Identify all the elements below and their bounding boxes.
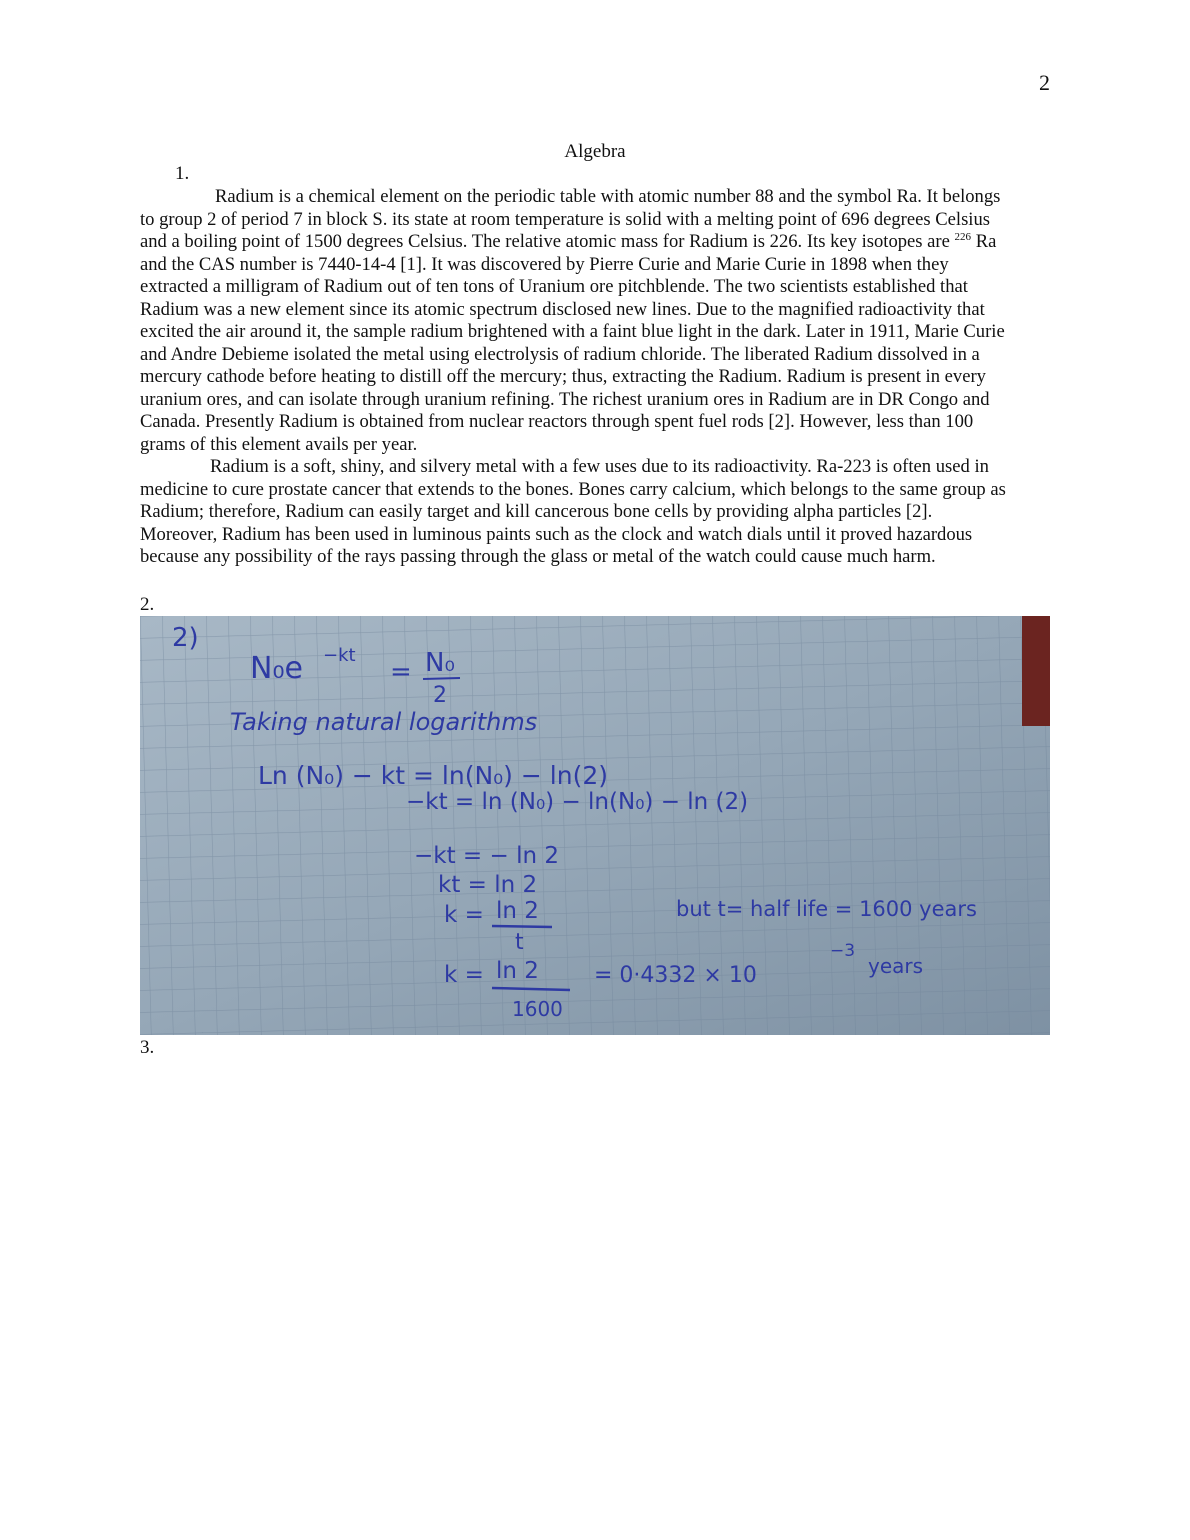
hw-eq-equals: = bbox=[390, 657, 412, 687]
document-title: Algebra bbox=[564, 141, 626, 162]
hw-line-3: −kt = − ln 2 bbox=[414, 843, 559, 869]
text-line: Canada. Presently Radium is obtained from nuclear reactors through spent fuel rods [2]. However, less than 100 bbox=[140, 411, 974, 432]
hw-line-2: −kt = ln (N₀) − ln(N₀) − ln (2) bbox=[406, 789, 749, 815]
text-line: excited the air around it, the sample radium brightened with a faint blue light in the dark. Later in 1911, Marie Curie bbox=[140, 321, 1005, 342]
text-line: extracted a milligram of Radium out of ten tons of Uranium ore pitchblende. The two scientists established that bbox=[140, 276, 968, 297]
hw-line-6-exponent: −3 bbox=[830, 941, 856, 961]
hw-eq-exp: −kt bbox=[323, 645, 356, 666]
text-line: grams of this element avails per year. bbox=[140, 433, 418, 455]
hw-fraction-bar-5 bbox=[492, 926, 552, 927]
text-line: mercury cathode before heating to distill off the mercury; thus, extracting the Radium. Radium is present in every bbox=[140, 366, 986, 387]
hw-line-6-result: = 0·4332 × 10 bbox=[594, 963, 757, 988]
text-line: Moreover, Radium has been used in luminous paints such as the clock and watch dials until it proved hazardous bbox=[140, 523, 973, 545]
text-line: and the CAS number is 7440-14-4 [1]. It was discovered by Pierre Curie and Marie Curie in 1898 when they bbox=[140, 253, 949, 275]
hw-line-6-denominator: 1600 bbox=[512, 997, 563, 1021]
list-marker-1: 1. bbox=[175, 163, 190, 184]
text-line: to group 2 of period 7 in block S. its state at room temperature is solid with a melting point of 696 degrees Celsius bbox=[140, 208, 991, 230]
hw-eq-lhs: N₀e bbox=[250, 651, 303, 686]
table-edge bbox=[1022, 616, 1050, 726]
text-line: Radium is a soft, shiny, and silvery metal with a few uses due to its radioactivity. Ra-223 is often used in bbox=[210, 456, 989, 477]
paragraph-radium-intro bbox=[140, 186, 1052, 456]
hw-line-1: Ln (N₀) − kt = ln(N₀) − ln(2) bbox=[258, 761, 608, 790]
isotope-superscript: 226 bbox=[954, 231, 972, 243]
list-marker-3: 3. bbox=[140, 1037, 155, 1058]
list-marker-2: 2. bbox=[140, 594, 155, 615]
hw-eq-denominator: 2 bbox=[433, 683, 447, 708]
text-line: uranium ores, and can isolate through uranium refining. The richest uranium ores in Radium are in DR Congo and bbox=[140, 388, 990, 410]
hw-step-label: Taking natural logarithms bbox=[230, 708, 538, 736]
hw-line-5-lhs: k = bbox=[444, 902, 484, 928]
hw-line-6-unit: years bbox=[868, 954, 924, 978]
hw-line-6-numerator: ln 2 bbox=[496, 958, 539, 984]
text-line-isotopes: and a boiling point of 1500 degrees Celsius. The relative atomic mass for Radium is 226. Its key isotopes are $^{226}$ Ra bbox=[140, 231, 997, 252]
paragraph-radium-uses bbox=[140, 456, 1052, 569]
hw-eq-numerator: N₀ bbox=[425, 648, 455, 678]
page-number: 2 bbox=[1039, 70, 1050, 95]
hw-line-4: kt = ln 2 bbox=[438, 872, 538, 898]
hw-line-5-denominator: t bbox=[515, 930, 524, 955]
text-line: and Andre Debieme isolated the metal using electrolysis of radium chloride. The liberated Radium dissolved in a bbox=[140, 343, 980, 365]
text-line: Radium; therefore, Radium can easily target and kill cancerous bone cells by providing alpha particles [2]. bbox=[140, 501, 933, 522]
text-line: because any possibility of the rays passing through the glass or metal of the watch could cause much harm. bbox=[140, 546, 936, 567]
handwritten-solution-svg bbox=[140, 616, 1050, 1035]
handwritten-solution-photo bbox=[140, 616, 1050, 1035]
isotope-symbol: Ra bbox=[975, 231, 997, 252]
hw-fraction-bar bbox=[423, 678, 460, 679]
hw-label: 2) bbox=[172, 623, 199, 653]
text-line: medicine to cure prostate cancer that extends to the bones. Bones carry calcium, which belongs to the same group as bbox=[140, 478, 1006, 500]
hw-half-life-note: but t= half life = 1600 years bbox=[676, 897, 977, 921]
text-line: Radium is a chemical element on the periodic table with atomic number 88 and the symbol Ra. It belongs bbox=[215, 186, 1001, 207]
text-line: Radium was a new element since its atomic spectrum disclosed new lines. Due to the magnified radioactivity that bbox=[140, 298, 985, 320]
hw-line-6-lhs: k = bbox=[444, 962, 484, 988]
hw-line-5-numerator: ln 2 bbox=[496, 898, 539, 924]
